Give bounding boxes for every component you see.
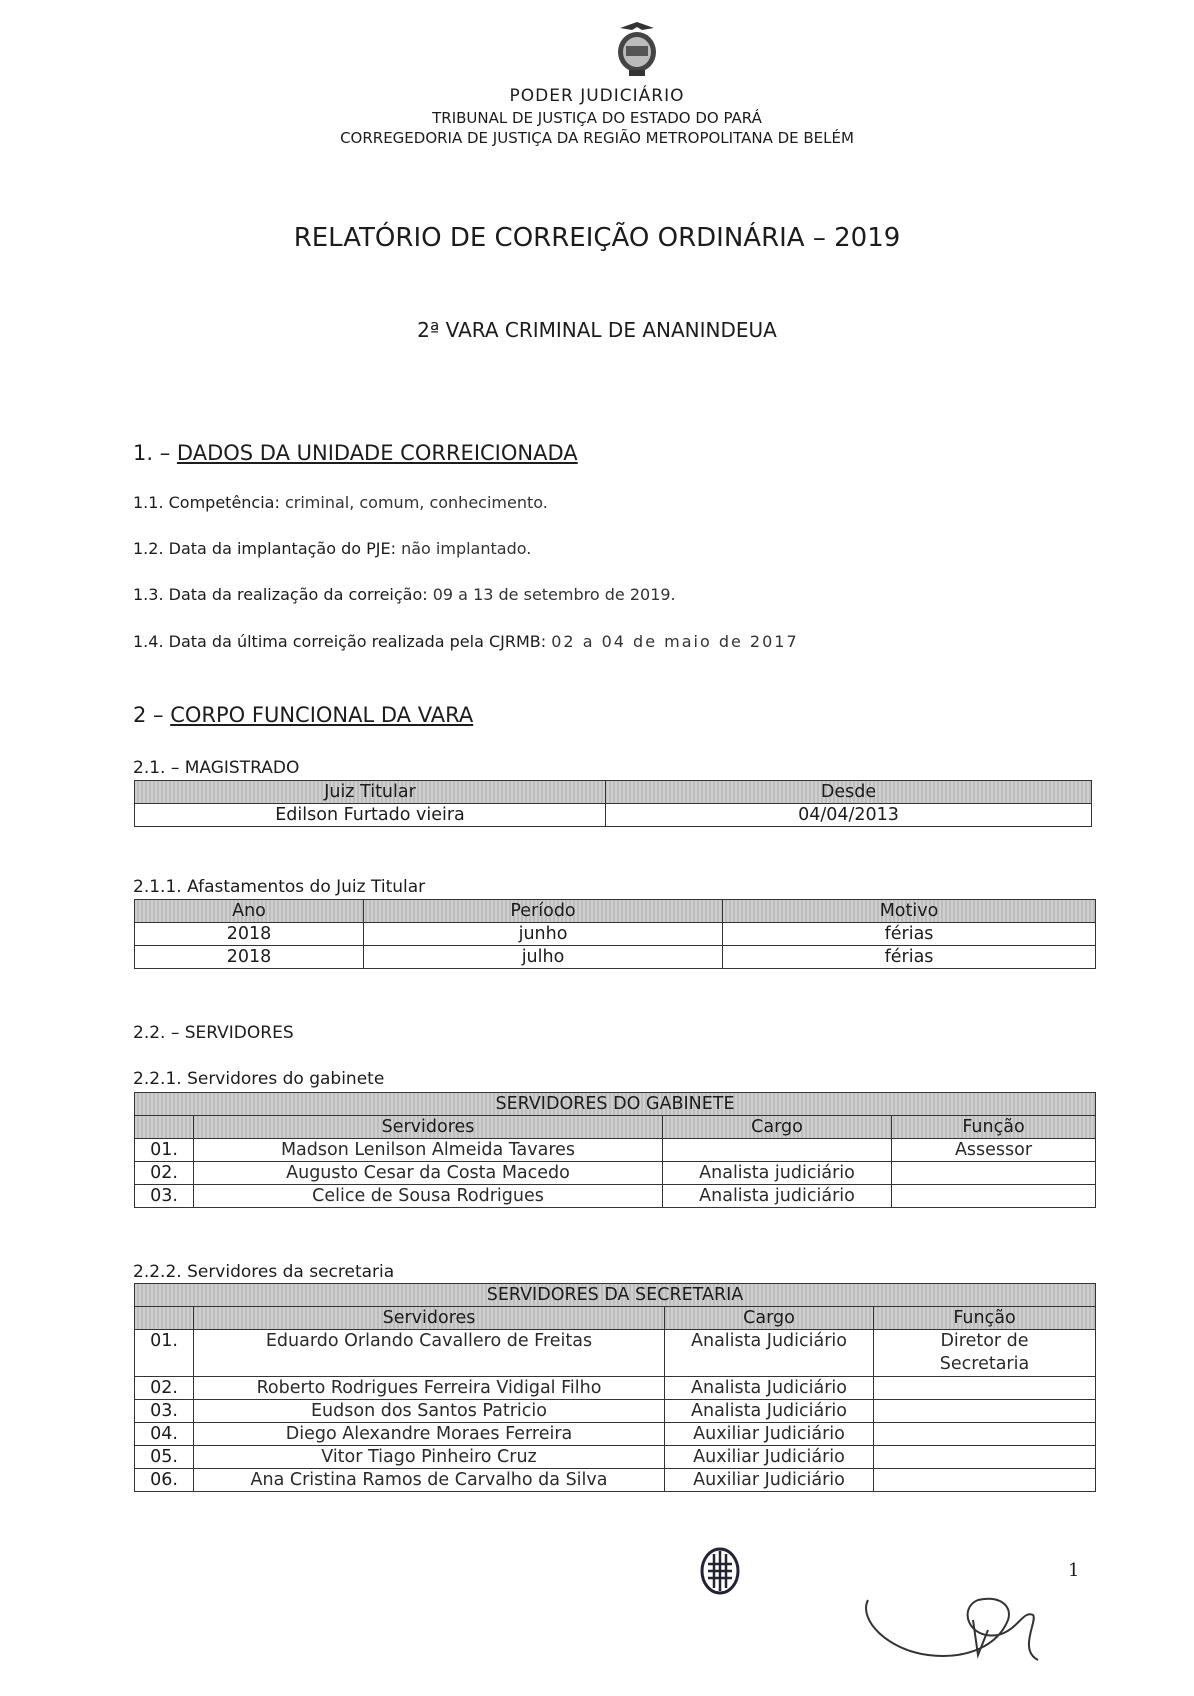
column-header: Juiz Titular [135,781,606,804]
row-number: 01. [135,1139,194,1162]
item-number: 1.4. [133,632,164,651]
table-cell: Madson Lenilson Almeida Tavares [194,1139,663,1162]
page-title: RELATÓRIO DE CORREIÇÃO ORDINÁRIA – 2019 [293,223,901,253]
table-cell: Analista Judiciário [665,1377,874,1400]
item-label: Data da última correição realizada pela CJRMB: [168,632,547,651]
table-cell: Vitor Tiago Pinheiro Cruz [194,1446,665,1469]
table-cell [874,1377,1096,1400]
header-corregedoria: CORREGEDORIA DE JUSTIÇA DA REGIÃO METROPOLITANA DE BELÉM [340,129,854,147]
table-cell [663,1139,892,1162]
table-row [135,1330,1096,1377]
table-row [135,1139,1096,1162]
section2-title: CORPO FUNCIONAL DA VARA [170,703,474,727]
coat-of-arms-icon [612,18,662,84]
table-cell: Auxiliar Judiciário [665,1423,874,1446]
row-number: 01. [135,1330,194,1377]
row-number: 03. [135,1185,194,1208]
table-caption: SERVIDORES DA SECRETARIA [135,1284,1096,1307]
table-row [135,804,1092,827]
table-header-row [135,1116,1096,1139]
table-cell: Augusto Cesar da Costa Macedo [194,1162,663,1185]
table-caption-row [135,1284,1096,1307]
item-label: Data da realização da correição: [168,585,428,604]
table-cell: Analista Judiciário [665,1330,874,1377]
signature-icon [848,1560,1058,1678]
table-cell: 2018 [135,946,364,969]
item-1-1 [133,493,548,512]
item-1-4 [133,632,799,651]
row-number: 05. [135,1446,194,1469]
table-cell: férias [723,946,1096,969]
magistrado-label: 2.1. – MAGISTRADO [133,758,300,778]
item-number: 1.1. [133,493,164,512]
table-cell [892,1185,1096,1208]
table-cell: Edilson Furtado vieira [135,804,606,827]
table-cell: Eudson dos Santos Patricio [194,1400,665,1423]
column-header: Servidores [194,1307,665,1330]
item-value: criminal, comum, conhecimento. [284,493,548,512]
section1-heading [133,441,578,465]
table-cell: Eduardo Orlando Cavallero de Freitas [194,1330,665,1377]
table-cell: Auxiliar Judiciário [665,1469,874,1492]
table-cell: Assessor [892,1139,1096,1162]
section2-number: 2 – [133,703,164,727]
row-number: 02. [135,1162,194,1185]
item-1-3 [133,585,676,604]
item-1-2 [133,539,531,558]
column-header: Cargo [665,1307,874,1330]
section1-title: DADOS DA UNIDADE CORREICIONADA [176,441,578,465]
table-cell: férias [723,923,1096,946]
page-subtitle: 2ª VARA CRIMINAL DE ANANINDEUA [417,318,777,342]
table-cell: Ana Cristina Ramos de Carvalho da Silva [194,1469,665,1492]
table-header-row [135,900,1096,923]
header-poder-judiciario: PODER JUDICIÁRIO [509,86,685,106]
row-number: 02. [135,1377,194,1400]
column-header: Função [874,1307,1096,1330]
row-number: 04. [135,1423,194,1446]
section2-heading [133,703,473,727]
table-cell [874,1423,1096,1446]
column-header: Período [364,900,723,923]
table-header-row [135,781,1092,804]
servidores-label: 2.2. – SERVIDORES [133,1023,294,1043]
afastamentos-label: 2.1.1. Afastamentos do Juiz Titular [133,877,426,897]
column-header: Servidores [194,1116,663,1139]
table-row [135,946,1096,969]
table-cell: julho [364,946,723,969]
stamp-icon [700,1546,740,1596]
row-number: 03. [135,1400,194,1423]
column-header: Motivo [723,900,1096,923]
table-cell: Analista judiciário [663,1185,892,1208]
table-cell [892,1162,1096,1185]
item-value: 09 a 13 de setembro de 2019. [432,585,676,604]
header-tribunal: TRIBUNAL DE JUSTIÇA DO ESTADO DO PARÁ [432,109,762,127]
item-number: 1.3. [133,585,164,604]
page-number: 1 [1068,1560,1080,1581]
table-cell [874,1400,1096,1423]
table-caption-row [135,1093,1096,1116]
table-cell: Celice de Sousa Rodrigues [194,1185,663,1208]
column-header: Cargo [663,1116,892,1139]
table-cell [874,1469,1096,1492]
table-cell: Roberto Rodrigues Ferreira Vidigal Filho [194,1377,665,1400]
item-label: Data da implantação do PJE: [168,539,396,558]
secretaria-table [134,1283,1096,1492]
table-row [135,1185,1096,1208]
table-cell: Analista Judiciário [665,1400,874,1423]
section1-number: 1. – [133,441,171,465]
gabinete-label: 2.2.1. Servidores do gabinete [133,1069,385,1089]
item-value: 02 a 04 de maio de 2017 [551,632,799,651]
table-row [135,1469,1096,1492]
magistrado-table [134,780,1092,827]
item-number: 1.2. [133,539,164,558]
table-cell: 2018 [135,923,364,946]
row-number: 06. [135,1469,194,1492]
table-cell: 04/04/2013 [606,804,1092,827]
table-cell: junho [364,923,723,946]
table-row [135,1423,1096,1446]
table-header-row [135,1307,1096,1330]
table-cell: Diego Alexandre Moraes Ferreira [194,1423,665,1446]
item-value: não implantado. [401,539,532,558]
table-cell: Auxiliar Judiciário [665,1446,874,1469]
table-caption: SERVIDORES DO GABINETE [135,1093,1096,1116]
table-cell: Analista judiciário [663,1162,892,1185]
gabinete-table [134,1092,1096,1208]
table-row [135,1377,1096,1400]
table-row [135,1400,1096,1423]
table-cell: Diretor de Secretaria [874,1330,1096,1377]
table-cell [874,1446,1096,1469]
table-row [135,1162,1096,1185]
table-row [135,1446,1096,1469]
secretaria-label: 2.2.2. Servidores da secretaria [133,1262,395,1282]
table-row [135,923,1096,946]
afastamentos-table [134,899,1096,969]
column-header: Ano [135,900,364,923]
column-header: Desde [606,781,1092,804]
item-label: Competência: [168,493,280,512]
column-header: Função [892,1116,1096,1139]
